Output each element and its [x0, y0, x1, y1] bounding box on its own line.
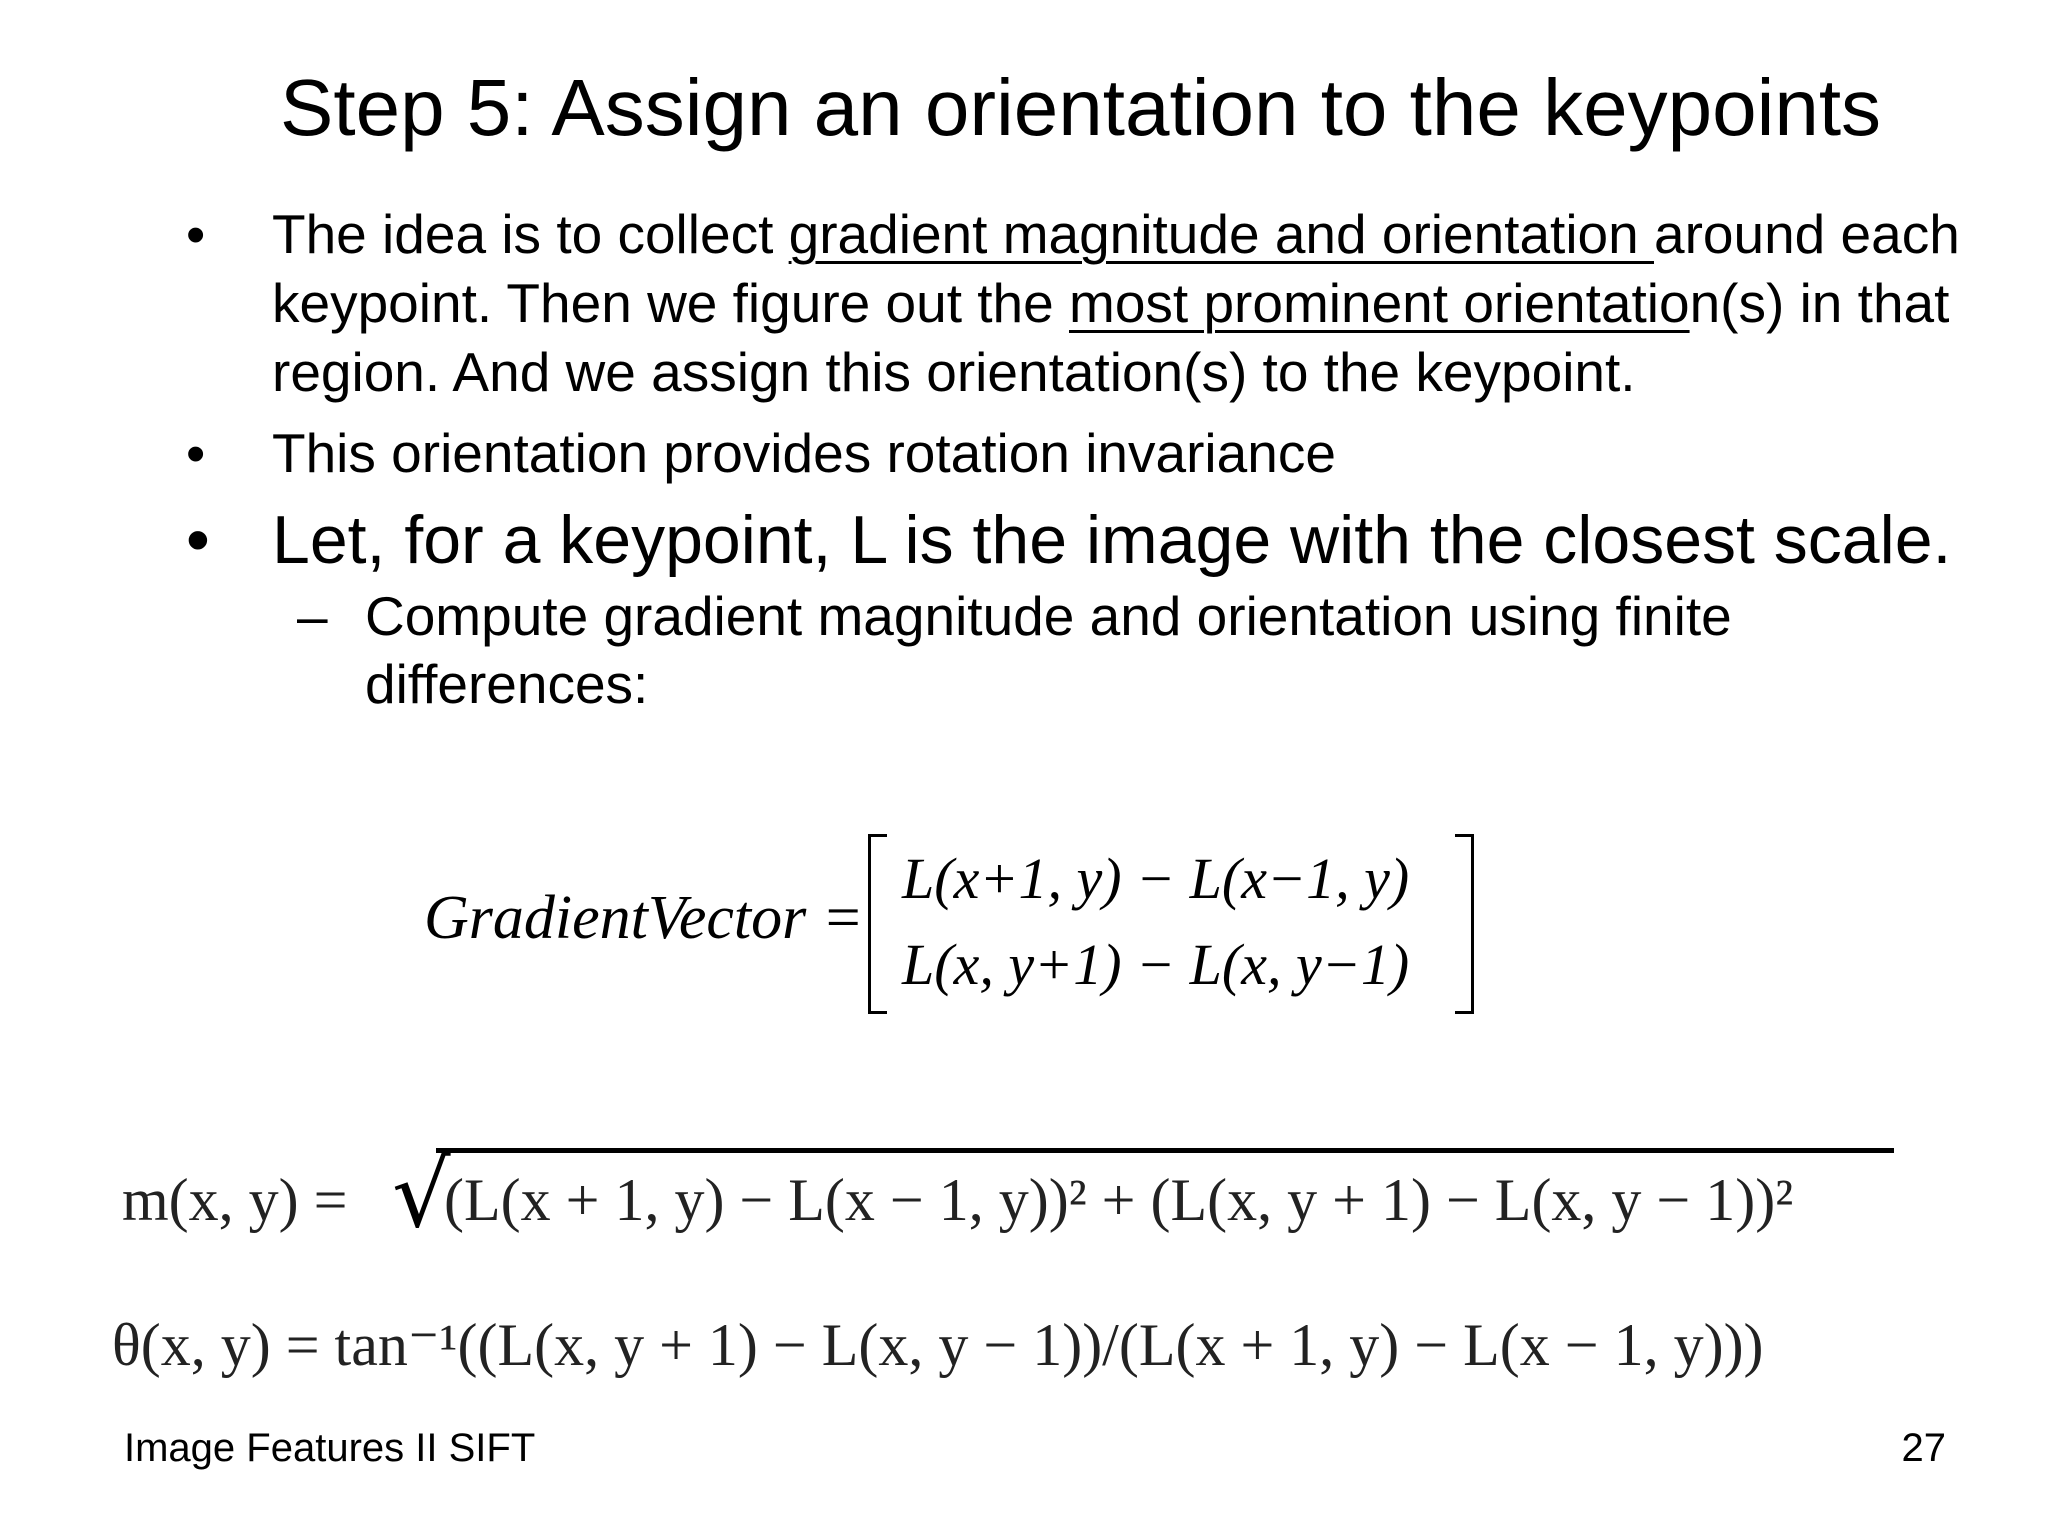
underlined-text: gradient magnitude and orientation [788, 203, 1654, 265]
bullet-rotation-invariance [186, 419, 2016, 488]
bullet-text: around each keypoint. Then we figure out the [272, 203, 1960, 334]
footer-title: Image Features II SIFT [124, 1426, 536, 1470]
bullet-text: n(s) in that region. And we assign this orientation(s) to the keypoint. [272, 272, 1950, 403]
bullet-list [186, 200, 2016, 718]
page-number: 27 [1901, 1426, 1946, 1470]
gradient-vector-matrix [868, 834, 1474, 1010]
sub-bullet-finite-differences [186, 582, 2016, 718]
bullet-text: Let, for a keypoint, L is the image with the closest scale. [272, 502, 1952, 578]
bullet-text: The idea is to collect [272, 203, 789, 265]
left-bracket [868, 834, 887, 1014]
bullet-marker: • [186, 502, 210, 578]
right-bracket [1455, 834, 1474, 1014]
sub-bullet-marker: – [297, 585, 328, 647]
gradient-vector-label: GradientVector = [424, 884, 864, 952]
magnitude-equation-radicand: (L(x + 1, y) − L(x − 1, y))² + (L(x, y + 1) − L(x, y − 1))² [444, 1167, 1794, 1233]
matrix-row-1: L(x+1, y) − L(x−1, y) [902, 846, 1410, 911]
slide-title: Step 5: Assign an orientation to the keypoints [280, 63, 1882, 152]
bullet-collect-gradients [186, 200, 2016, 407]
bullet-marker: • [186, 203, 206, 265]
underlined-text: most prominent orientatio [1069, 272, 1690, 334]
square-root-symbol: √ [392, 1141, 451, 1248]
sub-bullet-text: Compute gradient magnitude and orientation using finite differences: [365, 585, 1732, 715]
matrix-row-2: L(x, y+1) − L(x, y−1) [902, 932, 1410, 997]
bullet-closest-scale [186, 500, 2016, 580]
magnitude-equation-lhs: m(x, y) = [122, 1167, 348, 1233]
bullet-text: This orientation provides rotation invariance [272, 422, 1336, 484]
bullet-marker: • [186, 422, 206, 484]
orientation-equation: θ(x, y) = tan⁻¹((L(x, y + 1) − L(x, y − 1))/(L(x + 1, y) − L(x − 1, y))) [112, 1312, 1764, 1378]
square-root-bar [436, 1148, 1894, 1153]
